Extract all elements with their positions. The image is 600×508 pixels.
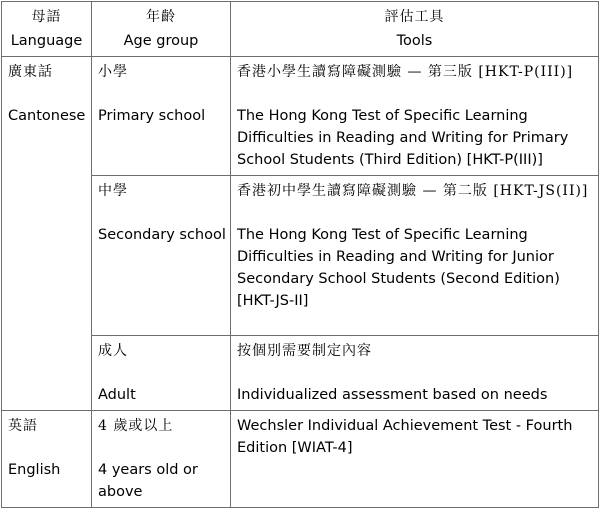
cell-age-adult xyxy=(92,336,231,411)
language-zh: 廣東話 xyxy=(8,64,53,80)
cell-age-primary xyxy=(92,57,231,176)
tool-zh: 香港初中學生讀寫障礙測驗 — 第二版 [HKT-JS(II)] xyxy=(237,183,589,199)
cell-tool-adult xyxy=(231,336,599,411)
language-en: Cantonese xyxy=(8,108,86,124)
age-zh: 小學 xyxy=(98,64,128,80)
language-en: English xyxy=(8,462,61,478)
table-row-english xyxy=(2,411,599,508)
table-row-primary xyxy=(2,57,599,176)
header-cell-age-group xyxy=(92,2,231,57)
header-cell-language xyxy=(2,2,92,57)
age-zh: 成人 xyxy=(98,343,128,359)
cell-tool-primary xyxy=(231,57,599,176)
header-language-zh: 母語 xyxy=(31,9,62,25)
cell-language-english xyxy=(2,411,92,508)
age-en: Secondary school xyxy=(98,227,226,243)
table-row-secondary xyxy=(2,176,599,336)
cell-tool-english xyxy=(231,411,599,508)
header-age-en: Age group xyxy=(123,33,199,49)
header-language-en: Language xyxy=(10,33,83,49)
tool-en: The Hong Kong Test of Specific Learning Difficulties in Reading and Writing for Junior Secondary School Students (Second Edition) [HKT-JS-II] xyxy=(237,227,560,309)
cell-tool-secondary xyxy=(231,176,599,336)
age-zh: 中學 xyxy=(98,183,128,199)
tool-en: Wechsler Individual Achievement Test - Fourth Edition [WIAT-4] xyxy=(237,418,573,456)
header-age-zh: 年齡 xyxy=(146,9,176,25)
header-tools-zh: 評估工具 xyxy=(384,9,445,25)
age-en: Primary school xyxy=(98,108,206,124)
age-zh: 4 歲或以上 xyxy=(98,418,174,434)
header-tools-en: Tools xyxy=(396,33,433,49)
tool-zh: 按個別需要制定內容 xyxy=(237,343,372,359)
tool-zh: 香港小學生讀寫障礙測驗 — 第三版 [HKT-P(III)] xyxy=(237,64,574,80)
tool-en: Individualized assessment based on needs xyxy=(237,387,548,403)
language-zh: 英語 xyxy=(8,418,38,434)
age-en: 4 years old or above xyxy=(98,462,198,500)
cell-language-cantonese xyxy=(2,57,92,411)
header-row xyxy=(2,2,599,57)
age-en: Adult xyxy=(98,387,136,403)
cell-age-secondary xyxy=(92,176,231,336)
cell-age-english xyxy=(92,411,231,508)
header-cell-tools xyxy=(231,2,599,57)
table-row-adult xyxy=(2,336,599,411)
tool-en: The Hong Kong Test of Specific Learning Difficulties in Reading and Writing for Primary School Students (Third Edition) [HKT-P(III)] xyxy=(237,108,569,168)
assessment-tools-table xyxy=(1,1,599,508)
